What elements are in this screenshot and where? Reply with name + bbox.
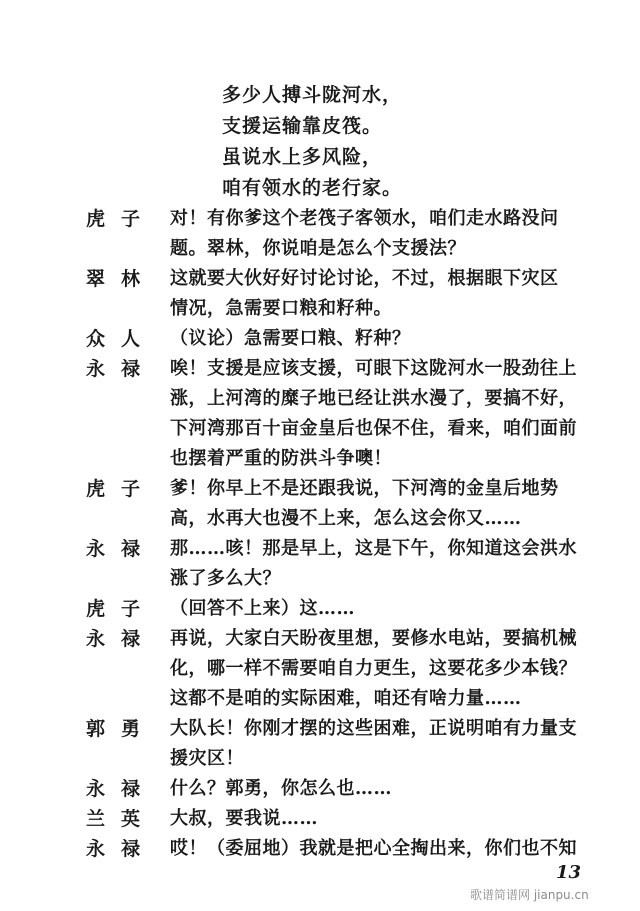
dialogue-entry bbox=[86, 594, 616, 624]
dialogue-entry bbox=[86, 534, 616, 594]
speaker-name: 永禄 bbox=[86, 628, 157, 650]
dialogue-entry bbox=[86, 204, 616, 264]
speech-text bbox=[170, 774, 616, 804]
speech-line: （回答不上来）这…… bbox=[170, 598, 355, 619]
speaker-name: 虎子 bbox=[86, 478, 157, 500]
page-number: 13 bbox=[556, 862, 582, 883]
speech-line: 大队长！你刚才摆的这些困难，正说明咱有力量支 bbox=[170, 718, 577, 739]
dialogue-entry bbox=[86, 324, 616, 354]
speech-line: 题。翠林，你说咱是怎么个支援法？ bbox=[170, 238, 466, 259]
speech-line: 爹！你早上不是还跟我说，下河湾的金皇后地势 bbox=[170, 478, 559, 499]
speech-line: 什么？郭勇，你怎么也…… bbox=[170, 778, 392, 799]
speech-line: 这就要大伙好好讨论讨论，不过，根据眼下灾区 bbox=[170, 268, 559, 289]
dialogue-entry bbox=[86, 474, 616, 534]
speech-line: 也摆着严重的防洪斗争噢！ bbox=[170, 448, 392, 469]
dialogue-entry bbox=[86, 354, 616, 474]
speech-line: 这都不是咱的实际困难，咱还有啥力量…… bbox=[170, 688, 522, 709]
speech-text bbox=[170, 804, 616, 834]
speech-text bbox=[170, 204, 616, 264]
speech-line: 涨，上河湾的糜子地已经让洪水漫了，要搞不好， bbox=[170, 388, 577, 409]
speech-text bbox=[170, 354, 616, 474]
speech-line: 高，水再大也漫不上来，怎么这会你又…… bbox=[170, 508, 522, 529]
speaker-name: 永禄 bbox=[86, 358, 157, 380]
speaker-name: 永禄 bbox=[86, 838, 157, 860]
poem-stanza bbox=[222, 80, 402, 204]
poem-line: 咱有领水的老行家。 bbox=[222, 177, 403, 199]
speech-line: 唉！支援是应该支援，可眼下这陇河水一股劲往上 bbox=[170, 358, 577, 379]
speaker-name: 兰英 bbox=[86, 808, 157, 830]
speaker-name: 虎子 bbox=[86, 598, 157, 620]
speech-line: 对！有你爹这个老筏子客领水，咱们走水路没问 bbox=[170, 208, 559, 229]
dialogue-entry bbox=[86, 714, 616, 774]
speech-line: 大叔，要我说…… bbox=[170, 808, 318, 829]
speech-text bbox=[170, 264, 616, 324]
speech-line: 情况，急需要口粮和籽种。 bbox=[170, 298, 392, 319]
watermark-text: 歌谱简谱网 jianpu.cn bbox=[470, 888, 589, 902]
speaker-name: 翠林 bbox=[86, 268, 157, 290]
speaker-name: 永禄 bbox=[86, 538, 157, 560]
dialogue-entry bbox=[86, 804, 616, 834]
dialogue-entry bbox=[86, 264, 616, 324]
dialogue-entry bbox=[86, 774, 616, 804]
speech-text bbox=[170, 594, 616, 624]
speech-line: 化，哪一样不需要咱自力更生，这要花多少本钱？ bbox=[170, 658, 577, 679]
speech-text bbox=[170, 324, 616, 354]
speaker-name: 众人 bbox=[86, 328, 157, 350]
speaker-name: 永禄 bbox=[86, 778, 157, 800]
speech-text bbox=[170, 624, 616, 714]
speech-line: 哎！（委屈地）我就是把心全掏出来，你们也不知 bbox=[170, 838, 577, 859]
poem-line: 多少人搏斗陇河水， bbox=[222, 84, 403, 106]
dialogue-block bbox=[86, 204, 616, 864]
speech-line: 涨了多么大？ bbox=[170, 568, 281, 589]
speech-text bbox=[170, 534, 616, 594]
speech-text bbox=[170, 834, 616, 864]
speech-line: 下河湾那百十亩金皇后也保不住，看来，咱们面前 bbox=[170, 418, 577, 439]
poem-line: 虽说水上多风险， bbox=[222, 146, 383, 168]
speech-line: 援灾区！ bbox=[170, 748, 244, 769]
speech-text bbox=[170, 714, 616, 774]
speech-line: 再说，大家白天盼夜里想，要修水电站，要搞机械 bbox=[170, 628, 577, 649]
dialogue-entry bbox=[86, 834, 616, 864]
speaker-name: 郭勇 bbox=[86, 718, 157, 740]
dialogue-entry bbox=[86, 624, 616, 714]
speaker-name: 虎子 bbox=[86, 208, 157, 230]
speech-line: 那……咳！那是早上，这是下午，你知道这会洪水 bbox=[170, 538, 577, 559]
speech-line: （议论）急需要口粮、籽种？ bbox=[170, 328, 411, 349]
speech-text bbox=[170, 474, 616, 534]
poem-line: 支援运输靠皮筏。 bbox=[222, 115, 383, 137]
